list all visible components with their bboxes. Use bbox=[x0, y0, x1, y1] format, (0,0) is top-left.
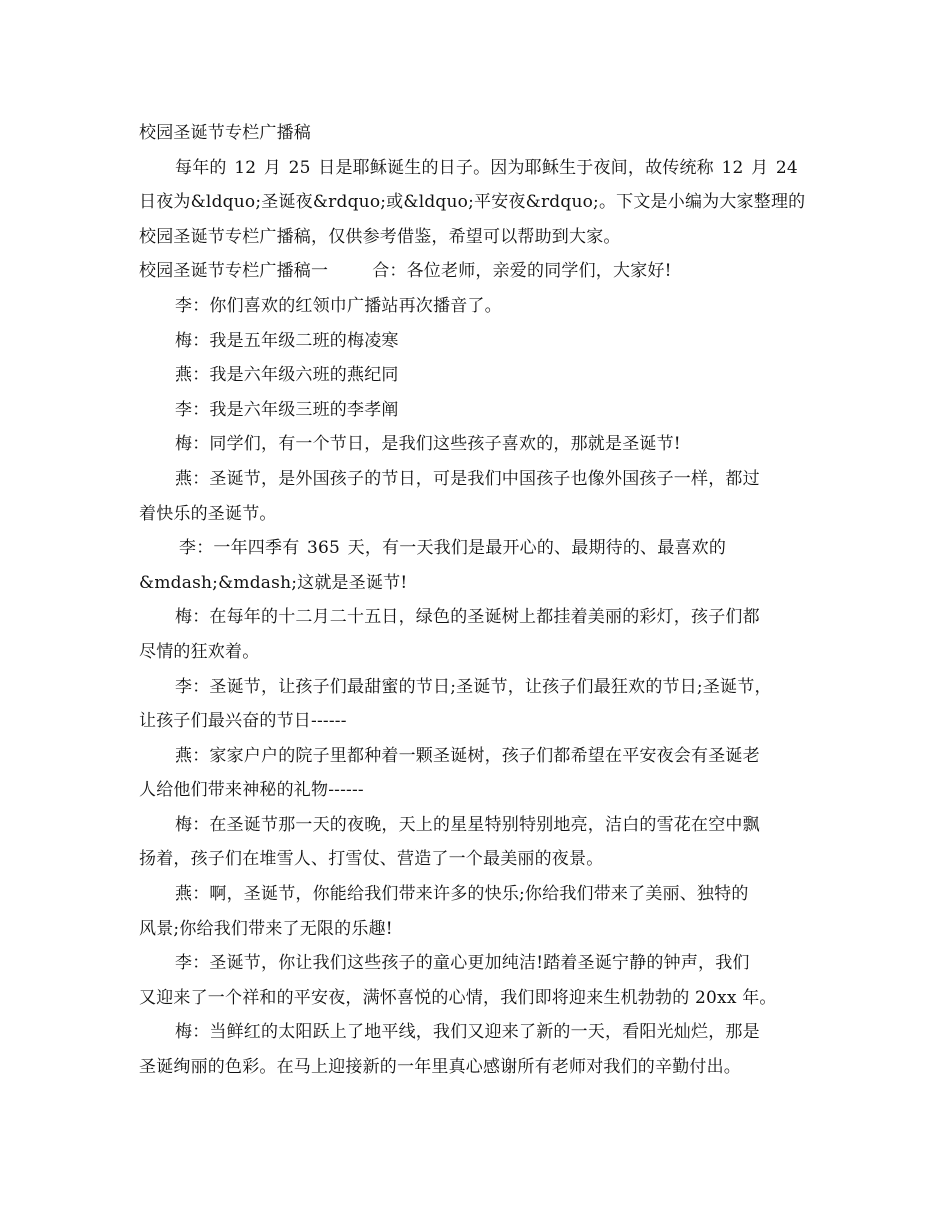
dialogue-line: 梅：当鲜红的太阳跃上了地平线，我们又迎来了新的一天，看阳光灿烂，那是 bbox=[175, 1022, 760, 1043]
dialogue-line: 李：一年四季有 365 天，有一天我们是最开心的、最期待的、最喜欢的 bbox=[179, 538, 727, 559]
dialogue-line: 李：我是六年级三班的李孝阐 bbox=[175, 399, 399, 420]
dialogue-line-continued: 风景;你给我们带来了无限的乐趣! bbox=[139, 918, 393, 939]
dialogue-line-continued: 扬着，孩子们在堆雪人、打雪仗、营造了一个最美丽的夜景。 bbox=[139, 849, 604, 870]
dialogue-line: 梅：在每年的十二月二十五日，绿色的圣诞树上都挂着美丽的彩灯，孩子们都 bbox=[175, 607, 760, 628]
document-body bbox=[139, 116, 819, 1085]
dialogue-line: 李：圣诞节，让孩子们最甜蜜的节日;圣诞节，让孩子们最狂欢的节日;圣诞节， bbox=[175, 676, 772, 697]
paragraph-line: 每年的 12 月 25 日是耶稣诞生的日子。因为耶稣生于夜间，故传统称 12 月 24 bbox=[175, 157, 798, 178]
dialogue-line-continued: 让孩子们最兴奋的节日------ bbox=[139, 711, 347, 732]
dialogue-line: 梅：我是五年级二班的梅凌寒 bbox=[175, 330, 399, 351]
dialogue-line: 李：圣诞节，你让我们这些孩子的童心更加纯洁!踏着圣诞宁静的钟声，我们 bbox=[175, 953, 750, 974]
dialogue-line: 燕：圣诞节，是外国孩子的节日，可是我们中国孩子也像外国孩子一样，都过 bbox=[175, 468, 760, 489]
dialogue-line-continued: 尽情的狂欢着。 bbox=[139, 641, 260, 662]
dialogue-line: 燕：我是六年级六班的燕纪同 bbox=[175, 365, 399, 386]
dialogue-line-continued: &mdash;&mdash;这就是圣诞节! bbox=[139, 572, 408, 593]
dialogue-line-continued: 人给他们带来神秘的礼物------ bbox=[139, 780, 364, 801]
paragraph-line: 日夜为&ldquo;圣诞夜&rdquo;或&ldquo;平安夜&rdquo;。下文是小编为大家整理的 bbox=[139, 192, 806, 213]
dialogue-line-continued: 又迎来了一个祥和的平安夜，满怀喜悦的心情，我们即将迎来生机勃勃的 20xx 年。 bbox=[139, 987, 777, 1008]
dialogue-line-chorus: 合：各位老师，亲爱的同学们，大家好! bbox=[372, 261, 672, 282]
dialogue-line: 梅：同学们，有一个节日，是我们这些孩子喜欢的，那就是圣诞节! bbox=[175, 434, 681, 455]
section-heading-line bbox=[139, 254, 819, 289]
dialogue-line: 梅：在圣诞节那一天的夜晚，天上的星星特别特别地亮，洁白的雪花在空中飘 bbox=[175, 814, 760, 835]
paragraph-line: 校园圣诞节专栏广播稿，仅供参考借鉴，希望可以帮助到大家。 bbox=[139, 226, 621, 247]
section-heading: 校园圣诞节专栏广播稿一 bbox=[139, 261, 329, 282]
dialogue-line: 李：你们喜欢的红领巾广播站再次播音了。 bbox=[175, 295, 502, 316]
dialogue-line-continued: 着快乐的圣诞节。 bbox=[139, 503, 277, 524]
document-title: 校园圣诞节专栏广播稿 bbox=[139, 123, 311, 143]
dialogue-line: 燕：啊，圣诞节，你能给我们带来许多的快乐;你给我们带来了美丽、独特的 bbox=[175, 884, 749, 905]
dialogue-line-continued: 圣诞绚丽的色彩。在马上迎接新的一年里真心感谢所有老师对我们的辛勤付出。 bbox=[139, 1057, 741, 1078]
dialogue-line: 燕：家家户户的院子里都种着一颗圣诞树，孩子们都希望在平安夜会有圣诞老 bbox=[175, 745, 760, 766]
